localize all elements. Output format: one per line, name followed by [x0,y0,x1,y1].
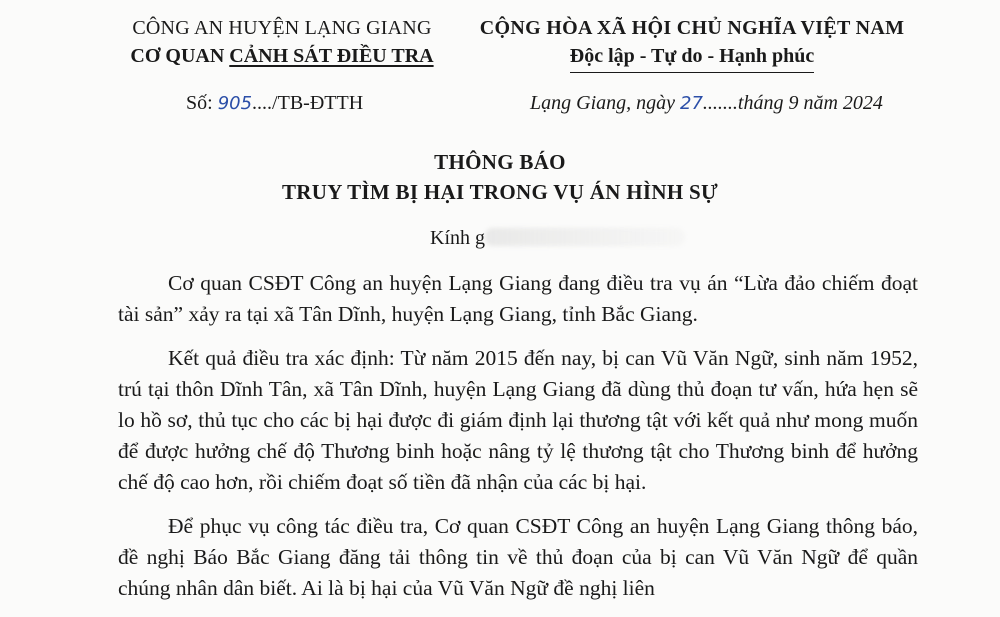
document-number-dots: .... [252,92,273,114]
date-day-handwritten: 27 [680,93,703,114]
document-title: THÔNG BÁO [434,150,566,174]
salutation [430,224,685,252]
redacted-recipient [485,228,685,246]
national-motto: Độc lập - Tự do - Hạnh phúc [570,42,814,73]
document-number [186,90,363,117]
salutation-text: Kính g [430,227,485,249]
date-suffix: tháng 9 năm 2024 [737,92,883,114]
agency-name-prefix: CƠ QUAN [130,45,230,67]
document-body [118,268,918,617]
body-paragraph: Kết quả điều tra xác định: Từ năm 2015 đến nay, bị can Vũ Văn Ngữ, sinh năm 1952, trú tại thôn Dĩnh Tân, xã Tân Dĩnh, huyện Lạng Giang đã dùng thủ đoạn tư vấn, hứa hẹn sẽ lo hồ sơ, thủ tục cho các bị hại được đi giám định lại thương tật với kết quả như mong muốn để được hưởng chế độ Thương binh hoặc nâng tỷ lệ thương tật cho Thương binh để hưởng chế độ cao hơn, rồi chiếm đoạt số tiền đã nhận của các bị hại. [118,346,918,494]
national-title [462,14,922,73]
document-subtitle: TRUY TÌM BỊ HẠI TRONG VỤ ÁN HÌNH SỰ [281,180,718,204]
date-dots: ....... [702,92,738,114]
issuing-agency [102,14,462,70]
country-name: CỘNG HÒA XÃ HỘI CHỦ NGHĨA VIỆT NAM [479,17,905,39]
body-paragraph: Để phục vụ công tác điều tra, Cơ quan CSĐT Công an huyện Lạng Giang thông báo, đề nghị Báo Bắc Giang đăng tải thông tin về thủ đoạn của bị can Vũ Văn Ngữ để quần chúng nhân dân biết. Ai là bị hại của Vũ Văn Ngữ đề nghị liên [118,514,918,600]
document-number-suffix: /TB-ĐTTH [272,92,364,114]
agency-name [102,42,462,70]
document-number-handwritten: 905 [217,93,253,114]
place-and-date [530,90,883,117]
document-number-label: Số: [186,92,218,114]
place-prefix: Lạng Giang, ngày [530,92,680,114]
body-paragraph: Cơ quan CSĐT Công an huyện Lạng Giang đang điều tra vụ án “Lừa đảo chiếm đoạt tài sản” xảy ra tại xã Tân Dĩnh, huyện Lạng Giang, tỉnh Bắc Giang. [118,271,918,326]
agency-parent: CÔNG AN HUYỆN LẠNG GIANG [132,17,432,39]
agency-name-underlined: CẢNH SÁT ĐIỀU TRA [229,45,434,67]
